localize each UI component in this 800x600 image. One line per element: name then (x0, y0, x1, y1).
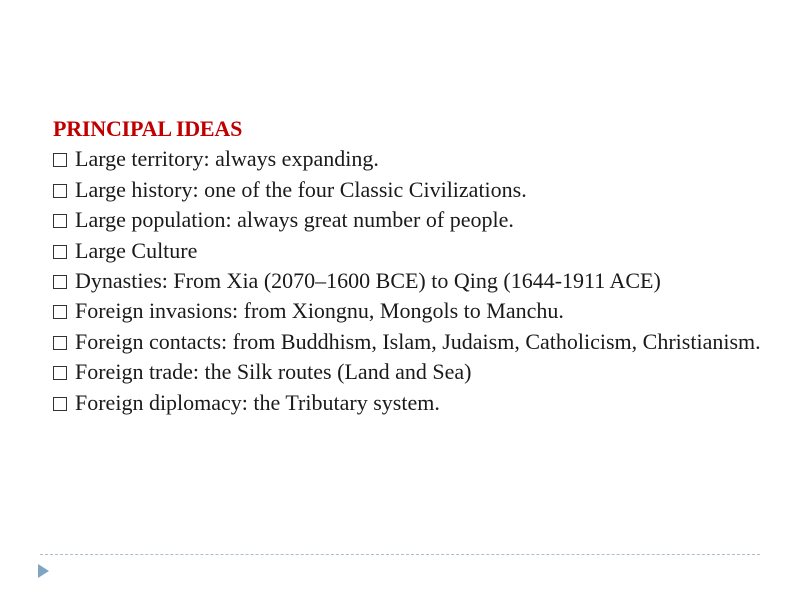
list-item-text: Foreign trade: the Silk routes (Land and Sea) (75, 359, 472, 385)
list-item (53, 357, 763, 387)
slide-heading: PRINCIPAL IDEAS (53, 116, 243, 141)
list-item-text: Large Culture (75, 237, 198, 263)
missing-glyph-box-icon (53, 214, 67, 228)
missing-glyph-box-icon (53, 153, 67, 167)
missing-glyph-box-icon (53, 275, 67, 289)
list-item-text: Foreign diplomacy: the Tributary system. (75, 389, 440, 415)
list-item-text: Large territory: always expanding. (75, 146, 379, 172)
list-item (53, 327, 763, 357)
list-item-text: Foreign invasions: from Xiongnu, Mongols to Manchu. (75, 298, 564, 324)
footer-divider (40, 554, 760, 555)
list-item-text: Large history: one of the four Classic Civilizations. (75, 176, 527, 202)
missing-glyph-box-icon (53, 184, 67, 198)
list-item-text: Foreign contacts: from Buddhism, Islam, Judaism, Catholicism, Christianism. (75, 328, 761, 354)
list-item (53, 205, 763, 235)
missing-glyph-box-icon (53, 336, 67, 350)
list-item (53, 175, 763, 205)
missing-glyph-box-icon (53, 366, 67, 380)
list-item (53, 388, 763, 418)
list-item-text: Large population: always great number of people. (75, 207, 514, 233)
slide-content (53, 114, 763, 418)
list-item (53, 144, 763, 174)
missing-glyph-box-icon (53, 245, 67, 259)
list-item (53, 266, 763, 296)
missing-glyph-box-icon (53, 305, 67, 319)
play-triangle-icon[interactable] (38, 564, 49, 578)
list-item (53, 236, 763, 266)
missing-glyph-box-icon (53, 397, 67, 411)
list-item (53, 296, 763, 326)
list-item-text: Dynasties: From Xia (2070–1600 BCE) to Qing (1644-1911 ACE) (75, 268, 661, 294)
